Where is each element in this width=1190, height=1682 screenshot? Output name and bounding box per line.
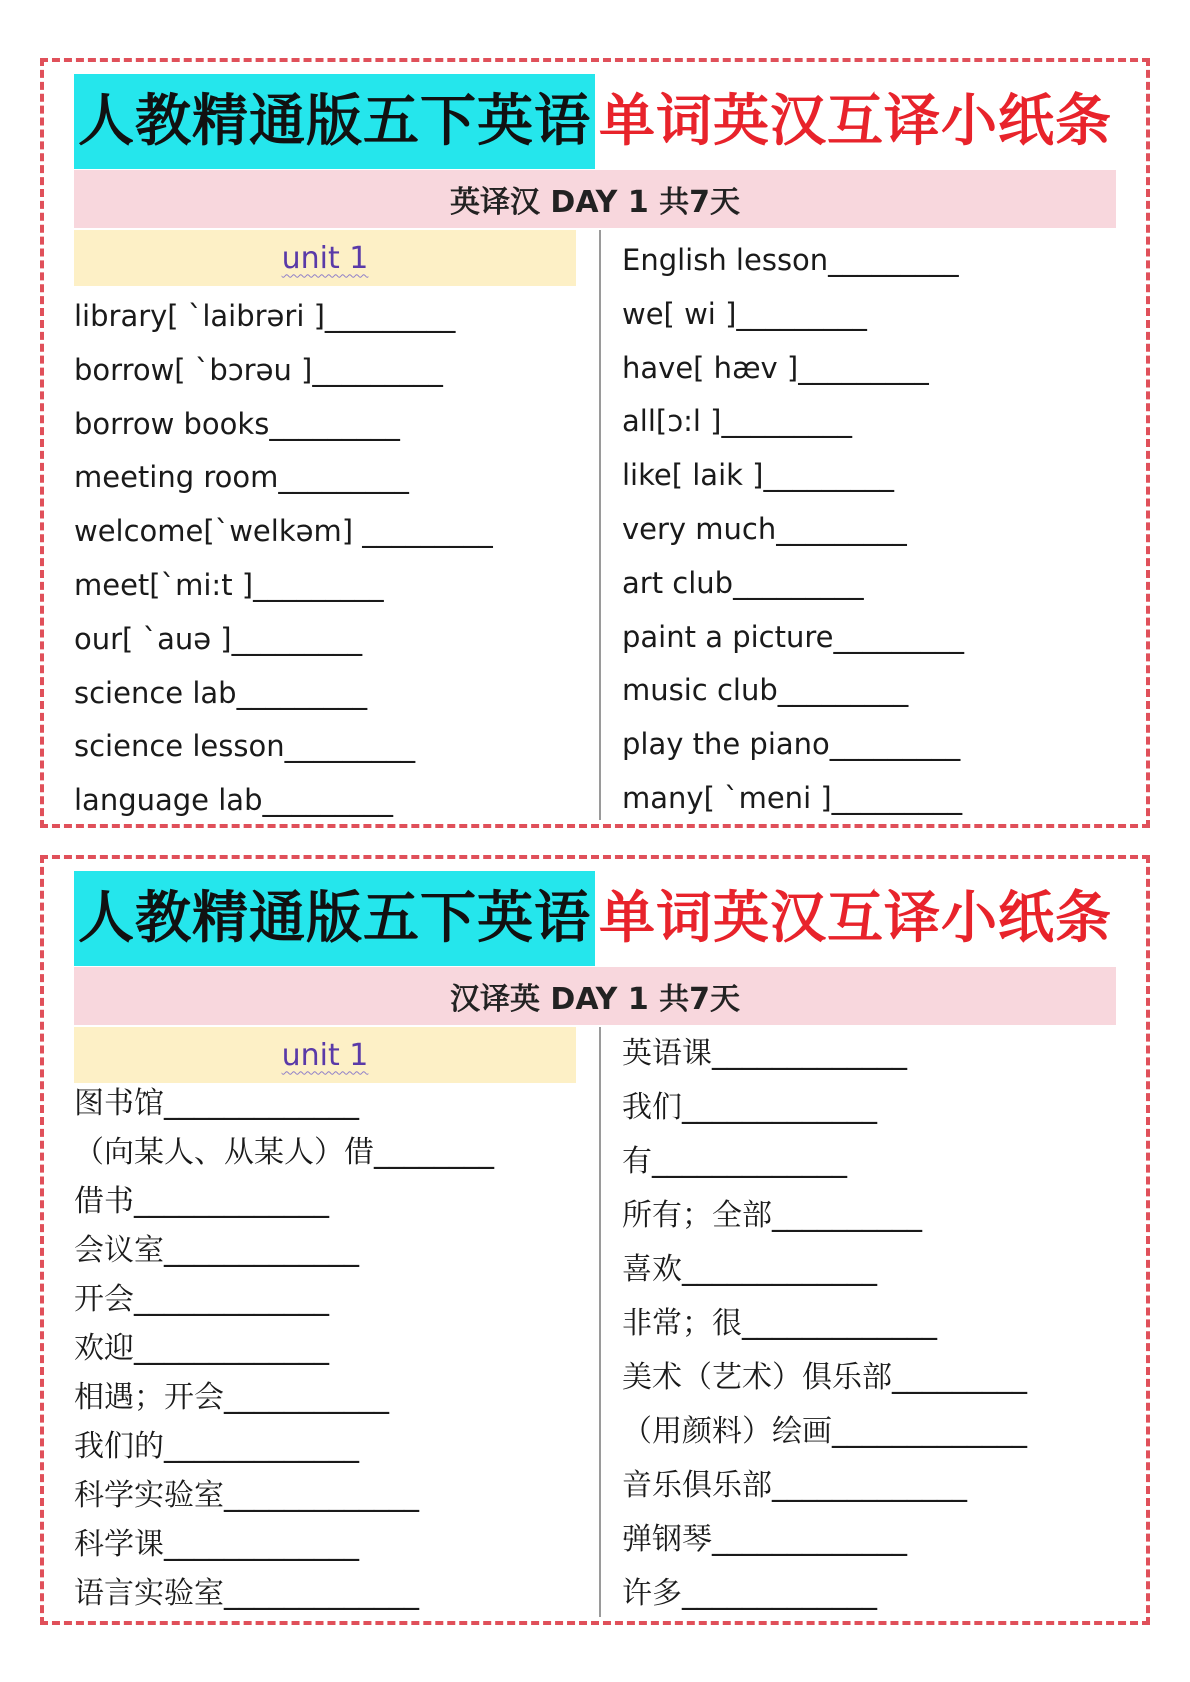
worksheet-card-zh-to-en [40, 855, 1150, 1625]
word-item: art club_________ [622, 565, 864, 600]
word-item: 喜欢_____________ [622, 1252, 877, 1287]
day-subtitle: 汉译英 DAY 1 共7天 [74, 967, 1116, 1025]
word-item: music club_________ [622, 673, 909, 708]
word-item: 我们_____________ [622, 1090, 877, 1125]
word-item: 会议室_____________ [74, 1233, 359, 1268]
title-highlighted-part: 人教精通版五下英语 [74, 74, 595, 169]
word-item: 借书_____________ [74, 1184, 329, 1219]
word-item: meeting room_________ [74, 460, 409, 495]
word-item: 音乐俱乐部_____________ [622, 1468, 967, 1503]
title-highlighted-part: 人教精通版五下英语 [74, 871, 595, 966]
word-item: 图书馆_____________ [74, 1086, 359, 1121]
title-red-part: 单词英汉互译小纸条 [599, 89, 1112, 154]
word-item: （用颜料）绘画_____________ [622, 1414, 1027, 1449]
word-item: 所有；全部__________ [622, 1198, 922, 1233]
left-word-list [74, 290, 493, 828]
word-item: 语言实验室_____________ [74, 1576, 419, 1611]
word-item: science lab_________ [74, 675, 368, 710]
word-item: （向某人、从某人）借________ [74, 1135, 494, 1170]
right-word-list [622, 234, 964, 826]
word-item: science lesson_________ [74, 729, 416, 764]
word-item: 有_____________ [622, 1144, 847, 1179]
word-item: meet[`mi:t ]_________ [74, 567, 384, 602]
column-divider [599, 230, 601, 820]
word-item: 相遇；开会___________ [74, 1380, 389, 1415]
word-item: 弹钢琴_____________ [622, 1522, 907, 1557]
word-item: 科学实验室_____________ [74, 1478, 419, 1513]
day-subtitle: 英译汉 DAY 1 共7天 [74, 170, 1116, 228]
word-item: borrow books_________ [74, 406, 400, 441]
word-item: very much_________ [622, 511, 907, 546]
word-item: 我们的_____________ [74, 1429, 359, 1464]
word-item: play the piano_________ [622, 727, 961, 762]
word-item: paint a picture_________ [622, 619, 964, 654]
word-item: like[ laik ]_________ [622, 458, 894, 493]
column-divider [599, 1027, 601, 1617]
card-title [44, 74, 1146, 169]
word-item: borrow[ `bɔrəu ]_________ [74, 352, 443, 387]
unit-label: unit 1 [74, 1027, 576, 1083]
title-red-part: 单词英汉互译小纸条 [599, 886, 1112, 951]
word-item: welcome[`welkəm] _________ [74, 514, 493, 549]
word-item: 英语课_____________ [622, 1036, 907, 1071]
card-title [44, 871, 1146, 966]
word-item: we[ wi ]_________ [622, 296, 867, 331]
word-item: 科学课_____________ [74, 1527, 359, 1562]
word-item: language lab_________ [74, 783, 393, 818]
word-item: many[ `meni ]_________ [622, 780, 963, 815]
word-item: 非常；很_____________ [622, 1306, 937, 1341]
word-item: 欢迎_____________ [74, 1331, 329, 1366]
left-word-list [74, 1079, 494, 1618]
word-item: 许多_____________ [622, 1576, 877, 1611]
word-item: 开会_____________ [74, 1282, 329, 1317]
word-item: 美术（艺术）俱乐部_________ [622, 1360, 1027, 1395]
unit-label: unit 1 [74, 230, 576, 286]
word-item: have[ hæv ]_________ [622, 350, 929, 385]
worksheet-card-en-to-zh [40, 58, 1150, 828]
word-item: all[ɔ:l ]_________ [622, 404, 852, 439]
word-item: our[ `auə ]_________ [74, 621, 363, 656]
word-item: English lesson_________ [622, 243, 959, 277]
word-item: library[ `laibrəri ]_________ [74, 299, 456, 333]
right-word-list [622, 1027, 1027, 1621]
